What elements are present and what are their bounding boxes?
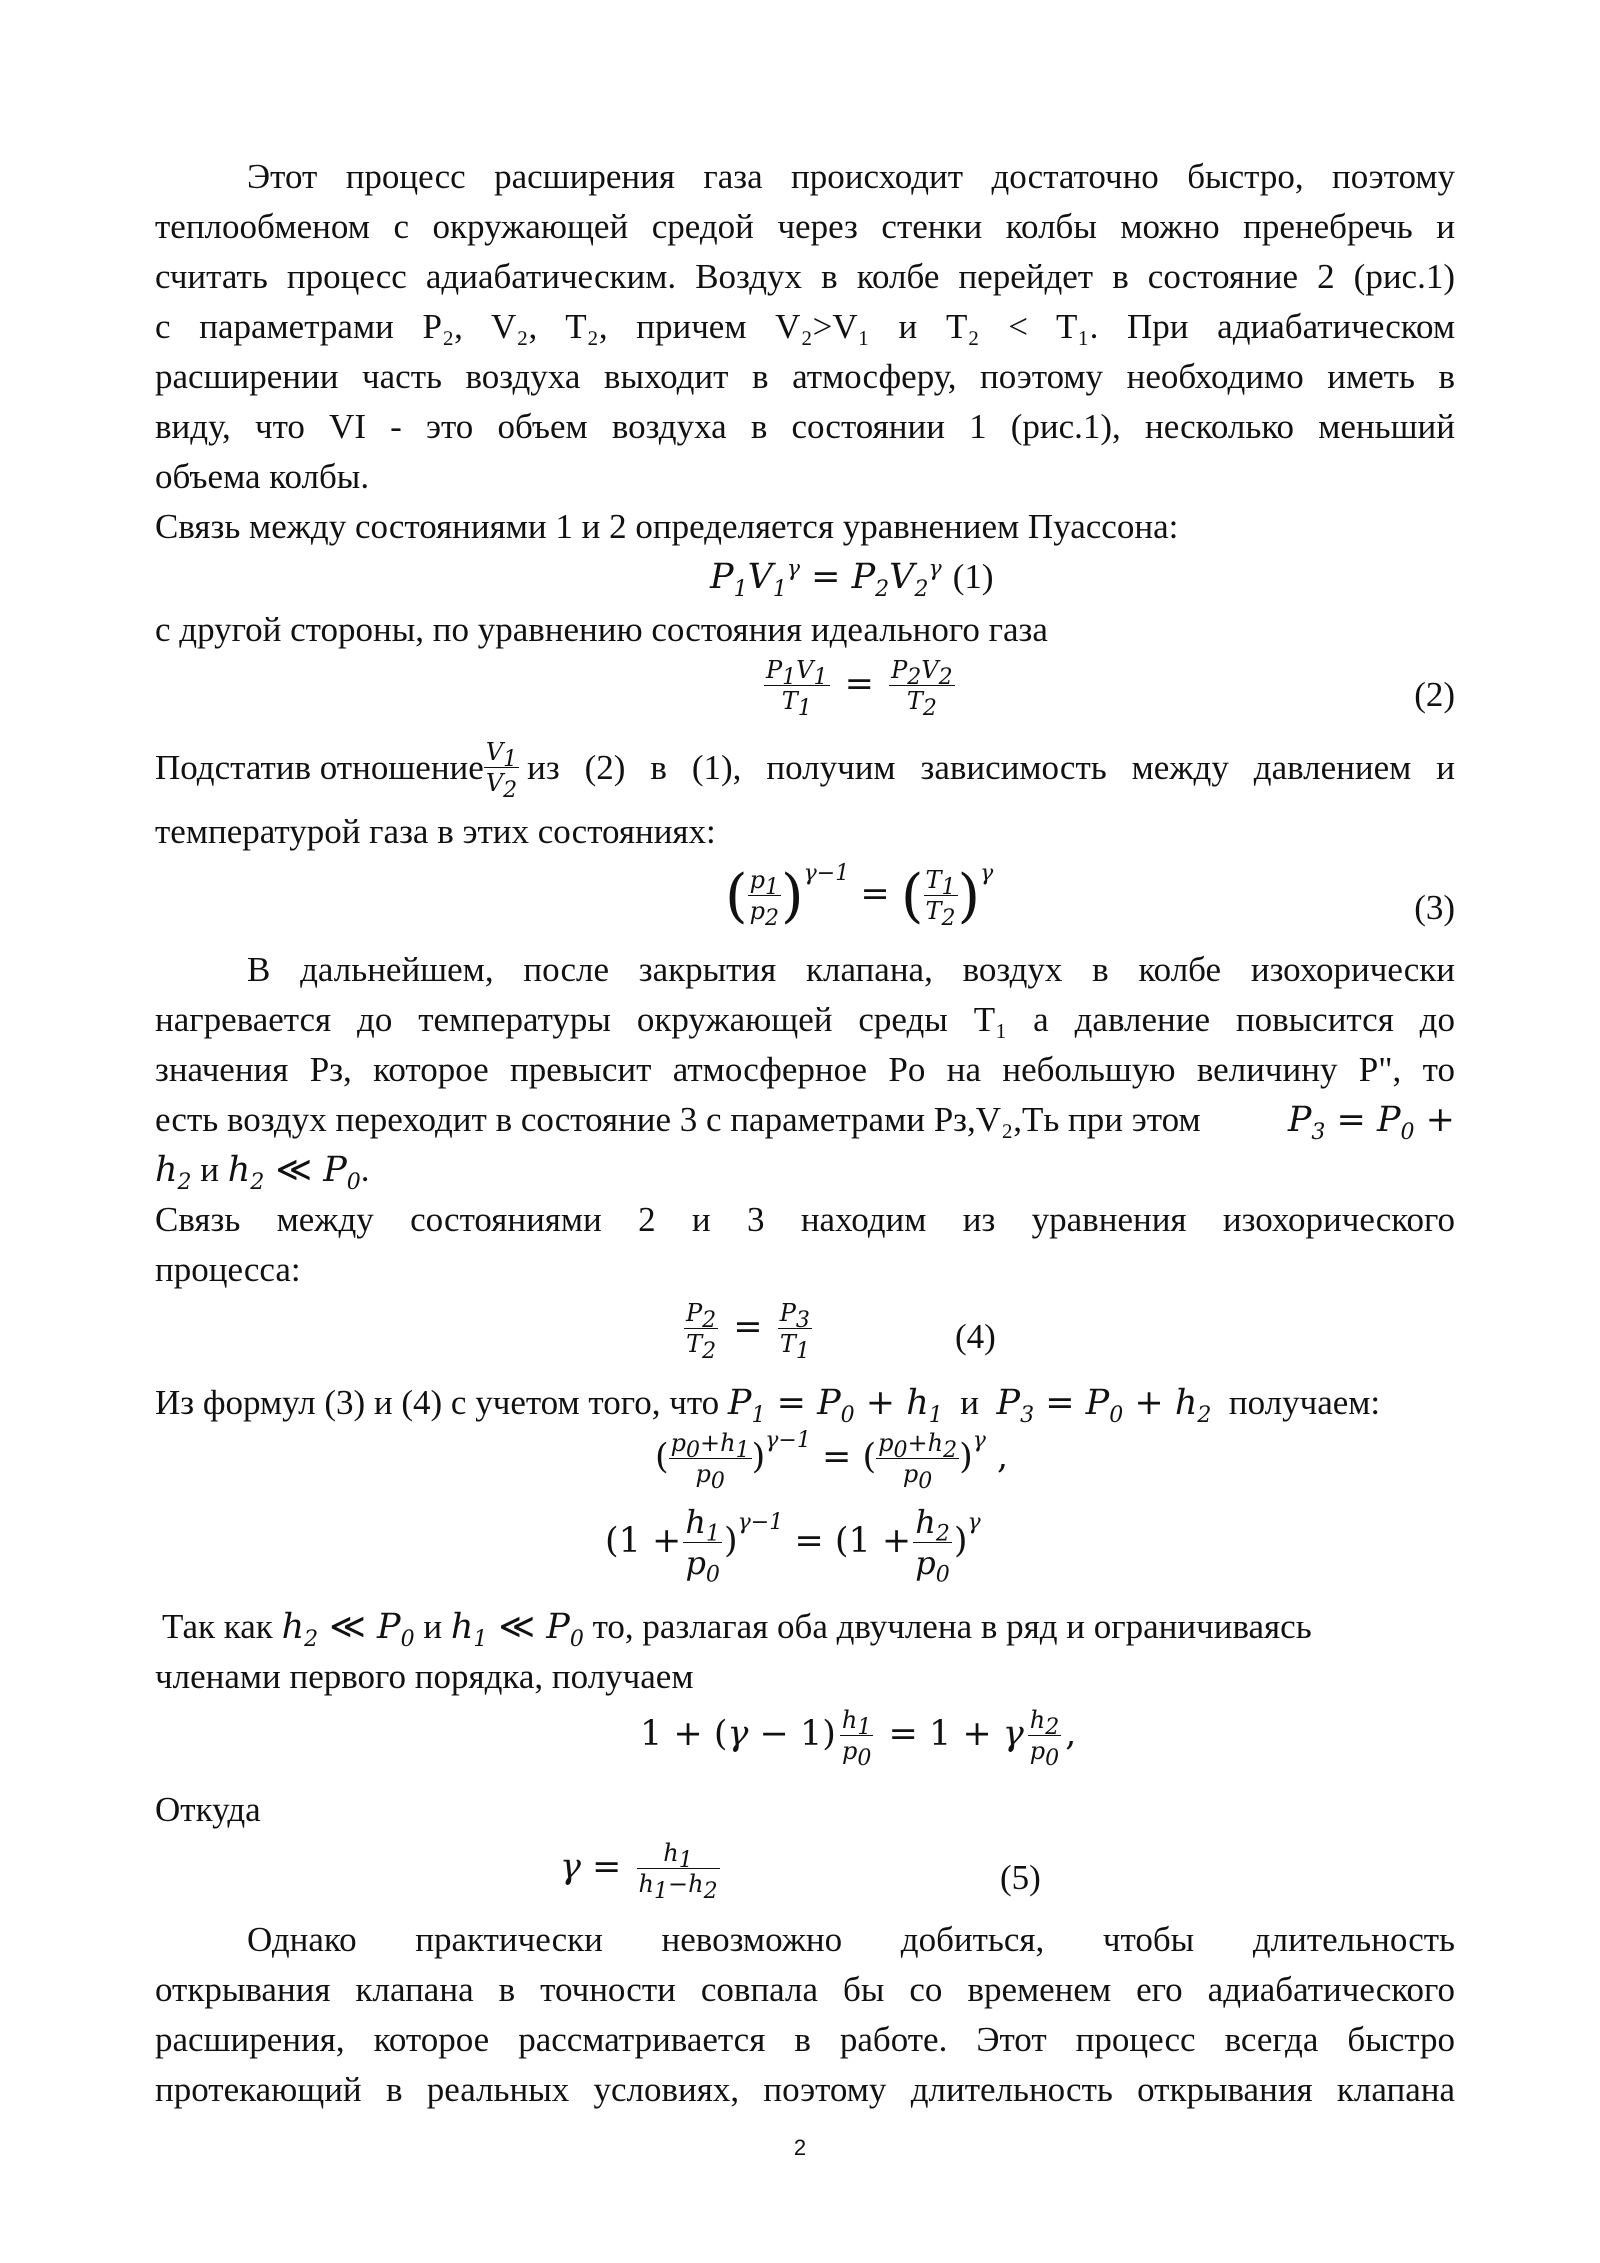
text-line: $h_2$ и $h_2$ ≪ $P_0$. [155, 1150, 370, 1195]
text-line: Однако практически невозможно добиться, чтобы длительность [247, 1920, 1455, 1959]
text-line: виду, что VI - это объем воздуха в состоянии 1 (рис.1), несколько меньший [155, 407, 1455, 446]
paragraph-6-cont [155, 995, 1455, 1095]
text-line: Из формул (3) и (4) с учетом того, что $P_1 = P_0 + h_1$ и $P_3 = P_0 + h_2$ получаем: [155, 1383, 1381, 1428]
page-number: 2 [793, 2135, 807, 2160]
text-fragment: и [423, 1607, 443, 1646]
equation-4c: (1 + $\frac{h_1}{p_0}$ )$^{\gamma-1}$ = (1 + $\frac{h_2}{p_0}$ )$^\gamma$ [605, 1503, 981, 1588]
equation-label: (3) [1414, 888, 1455, 927]
equation-label: (5) [1000, 1858, 1041, 1897]
text-line: членами первого порядка, получаем [155, 1657, 694, 1696]
text-line: В дальнейшем, после закрытия клапана, воздух в колбе изохорически [247, 950, 1455, 989]
paragraph-1 [155, 152, 1455, 202]
text-fragment: есть воздух переходит в состояние 3 с параметрами Pз,V₂,Tь при этом [155, 1100, 1201, 1139]
text-line: значения Pз, которое превысит атмосферное Pо на небольшую величину P", то [155, 1050, 1455, 1089]
text-line: температурой газа в этих состояниях: [155, 812, 716, 851]
equation-1: $P_1V_1^\gamma = P_2V_2^\gamma$ (1) [710, 556, 994, 602]
text-fragment: Так как [162, 1607, 273, 1646]
text-line: Так как $h_2$ ≪ $P_0$ и $h_1$ ≪ $P_0$ то, разлагая оба двучлена в ряд и ограничиваясь [162, 1607, 1312, 1652]
text-line: Связь между состояниями 2 и 3 находим из уравнения изохорического [155, 1200, 1455, 1239]
text-line: считать процесс адиабатическим. Воздух в колбе перейдет в состояние 2 (рис.1) [155, 257, 1455, 296]
text-line: расширении часть воздуха выходит в атмосферу, поэтому необходимо иметь в [155, 357, 1455, 396]
text-line: есть воздух переходит в состояние 3 с параметрами Pз,V₂,Tь при этом $P_3 = P_0$ + [155, 1095, 1455, 1145]
text-fragment: из (2) в (1), получим зависимость между давлением и [527, 747, 1455, 787]
equation-label: (4) [955, 1317, 996, 1356]
text-line: с другой стороны, по уравнению состояния идеального газа [155, 610, 1048, 649]
equation-series: 1 + (γ − 1) $\frac{h_1}{p_0}$ = 1 + γ $\frac{h_2}{p_0}$ , [640, 1706, 1077, 1771]
text-fragment: и [200, 1150, 220, 1189]
text-line: Подстатив отношение $\frac{V_1}{V_2}$ из (2) в (1), получим зависимость между давлением и [155, 738, 1455, 803]
text-fragment: получаем: [1228, 1383, 1381, 1422]
text-fragment: Подстатив отношение [155, 747, 484, 787]
paragraph-11-cont [155, 1965, 1455, 2115]
equation-4b: ( $\frac{p_0+h_1}{p_0}$ )$^{\gamma-1}$ = ( $\frac{p_0+h_2}{p_0}$ )$^\gamma$ , [655, 1428, 1009, 1494]
text-line: нагревается до температуры окружающей среды T₁ а давление повысится до [155, 1000, 1455, 1039]
text-line: объема колбы. [155, 457, 370, 496]
text-line: Откуда [155, 1790, 261, 1829]
equation-2: $\frac{P_1V_1}{T_1}$ = $\frac{P_2V_2}{T_2}$ [766, 656, 953, 721]
equation-3: ( $\frac{p_1}{p_2}$ )$^{\gamma-1}$ = ( $\frac{T_1}{T_2}$ )$^\gamma$ [725, 861, 994, 931]
paragraph-11 [155, 1915, 1455, 1965]
text-fragment: Из формул (3) и (4) с учетом того, что [155, 1383, 720, 1422]
text-fragment: и [960, 1383, 980, 1422]
equation-4: $\frac{P_2}{T_2}$ = $\frac{P_3}{T_1}$ [686, 1299, 810, 1364]
text-line: с параметрами P₂, V₂, T₂, причем V₂>V₁ и T₂ < T₁. При адиабатическом [155, 307, 1455, 346]
text-line: протекающий в реальных условиях, поэтому длительность открывания клапана [155, 2070, 1455, 2109]
paragraph-7 [155, 1195, 1455, 1245]
paragraph-6 [155, 945, 1455, 995]
text-line: процесса: [155, 1250, 301, 1289]
equation-5: γ = $\frac{h_1}{h_1-h_2}$ [560, 1839, 718, 1904]
text-line: расширения, которое рассматривается в работе. Этот процесс всегда быстро [155, 2020, 1455, 2059]
text-line: Этот процесс расширения газа происходит достаточно быстро, поэтому [247, 157, 1455, 196]
text-line: открывания клапана в точности совпала бы со временем его адиабатического [155, 1970, 1455, 2009]
paragraph-1-cont [155, 202, 1455, 452]
equation-label: (2) [1414, 675, 1455, 714]
text-line: теплообменом с окружающей средой через стенки колбы можно пренебречь и [155, 207, 1455, 246]
equation-label: (1) [952, 557, 994, 596]
text-fragment: то, разлагая оба двучлена в ряд и ограничиваясь [592, 1607, 1312, 1646]
text-line: Связь между состояниями 1 и 2 определяется уравнением Пуассона: [155, 507, 1179, 546]
